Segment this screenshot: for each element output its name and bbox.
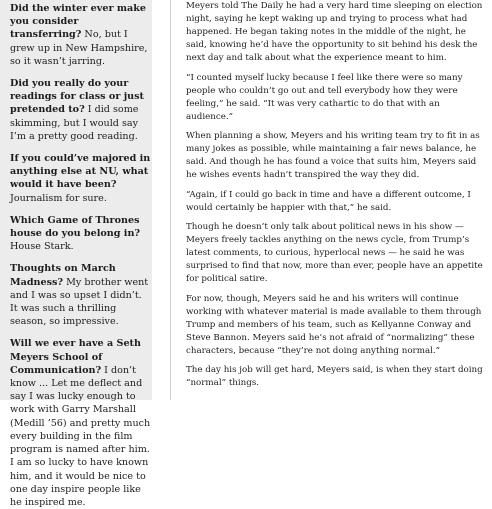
qa-answer: I did some skimming, but I would say I’m a pretty good reading. bbox=[10, 104, 139, 142]
qa-answer: House Stark. bbox=[10, 241, 74, 253]
qa-answer: I don’t know ... Let me deflect and say I was lucky enough to work with Garry Marshall (Medill ’56) and pretty much every building in the film program is named after him. I am so lucky to have known him, and it would be nice to one day inspire people like he inspired me. bbox=[10, 364, 151, 508]
article-paragraph: “Again, if I could go back in time and have a different outcome, I would certainly be happier with that,” he said. bbox=[186, 189, 471, 213]
qa-question: Did the winter ever make you consider transferring? bbox=[10, 3, 146, 41]
qa-question: If you could’ve majored in anything else at NU, what would it have been? bbox=[10, 153, 151, 191]
qa-answer: My brother went and I was so upset I didn’t. It was such a thrilling season, so impressive. bbox=[10, 276, 149, 328]
article-paragraph: Though he doesn’t only talk about political news in his show — Meyers freely tackles anything on the news cycle, from Trump’s latest comments, to curious, hyperlocal news — he said he was surprised to find that now, more than ever, people have an appetite for political satire. bbox=[186, 222, 483, 284]
article-paragraph: For now, though, Meyers said he and his writers will continue working with whatever material is made available to them through Trump and members of his team, such as Kellyanne Conway and Steve Bannon. Meyers said he’s not afraid of “normalizing” these characters, because “they’re not doing anything normal.” bbox=[186, 293, 482, 356]
article-paragraph: “I counted myself lucky because I feel like there were so many people who couldn’t go out and tell everybody how they were feeling,” he said. “It was very cathartic to do that with an audience.” bbox=[186, 72, 463, 122]
qa-sidebar bbox=[0, 0, 152, 508]
qa-item bbox=[10, 214, 152, 254]
qa-question: Will we ever have a Seth Meyers School of Communication? bbox=[10, 338, 141, 376]
qa-question: Which Game of Thrones house do you belong in? bbox=[10, 214, 141, 240]
qa-question: Thoughts on March Madness? bbox=[10, 263, 116, 288]
article-body bbox=[186, 0, 486, 400]
qa-item bbox=[10, 77, 152, 143]
article-paragraph: When planning a show, Meyers and his writing team try to fit in as many jokes as possible, while maintaining a fair news balance, he said. And though he has found a voice that suits him, Meyers said he wishes events hadn’t transpired the way they did. bbox=[186, 131, 480, 180]
column-divider bbox=[170, 0, 171, 400]
qa-item bbox=[10, 337, 152, 509]
article-paragraph: The day his job will get hard, Meyers said, is when they start doing “normal” things. bbox=[186, 365, 483, 388]
qa-answer: No, but I grew up in New Hampshire, so it wasn’t jarring. bbox=[10, 29, 148, 67]
qa-question: Did you really do your readings for class or just pretended to? bbox=[10, 78, 144, 116]
article-paragraph: Meyers told The Daily he had a very hard time sleeping on election night, saying he kept waking up and trying to process what had happened. He began taking notes in the middle of the night, he said, knowing he’d have the opportunity to sit behind his desk the next day and talk about what the experience meant to him. bbox=[186, 1, 483, 63]
qa-answer: Journalism for sure. bbox=[10, 192, 107, 204]
qa-item bbox=[10, 2, 152, 68]
qa-item bbox=[10, 262, 152, 328]
qa-item bbox=[10, 152, 152, 205]
